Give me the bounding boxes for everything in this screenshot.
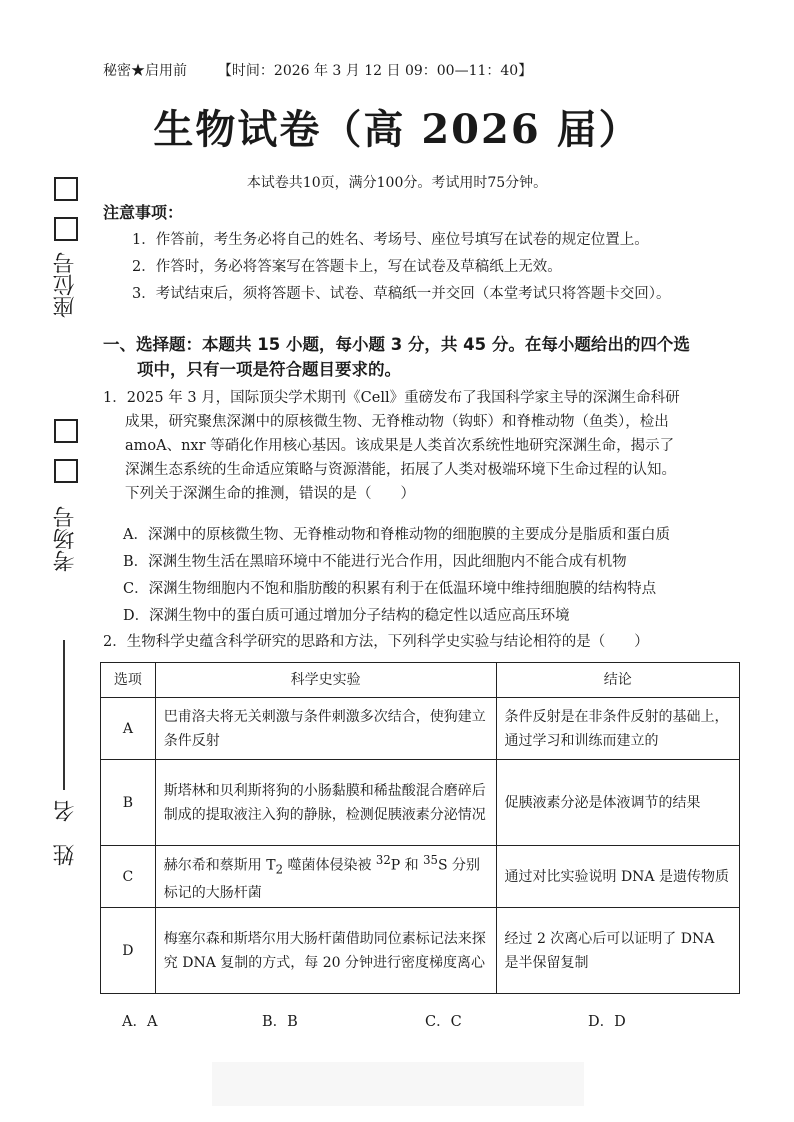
row-experiment: [155, 846, 496, 908]
notice-heading: 注意事项：: [103, 203, 184, 222]
table-row: [101, 908, 740, 994]
seat-number-box[interactable]: [54, 217, 78, 241]
question-1-option-a: A．深渊中的原核微生物、无脊椎动物和脊椎动物的细胞膜的主要成分是脂质和蛋白质: [123, 527, 670, 543]
text-segment: S 分别标记的大肠杆菌: [163, 857, 480, 902]
row-conclusion: 通过对比实验说明 DNA 是遗传物质: [496, 846, 740, 908]
question-line: 下列关于深渊生命的推测，错误的是（ ）: [125, 486, 415, 502]
row-option: D: [101, 908, 156, 994]
room-number-box[interactable]: [54, 419, 78, 443]
exam-time: 【时间：2026 年 3 月 12 日 09：00—11：40】: [217, 63, 533, 79]
row-experiment: 梅塞尔森和斯塔尔用大肠杆菌借助同位素标记法来探究 DNA 复制的方式，每 20 分钟进行密度梯度离心: [155, 908, 496, 994]
question-2-choice-a: A．A: [122, 1014, 158, 1030]
column-header: 选项: [101, 663, 156, 698]
exam-info: 本试卷共10页，满分100分。考试用时75分钟。: [246, 175, 548, 191]
subscript: 2: [275, 862, 284, 877]
column-header: 科学史实验: [155, 663, 496, 698]
text-segment: 赫尔希和蔡斯用 T: [163, 857, 276, 874]
question-line: amoA、nxr 等硝化作用核心基因。该成果是人类首次系统性地研究深渊生命，揭示了: [125, 438, 675, 454]
table-header-row: [101, 663, 740, 698]
question-1-option-b: B．深渊生物生活在黑暗环境中不能进行光合作用，因此细胞内不能合成有机物: [123, 554, 627, 570]
notice-item: 2．作答时，务必将答案写在答题卡上，写在试卷及草稿纸上无效。: [132, 259, 562, 275]
row-experiment: 巴甫洛夫将无关刺激与条件刺激多次结合，使狗建立条件反射: [155, 698, 496, 760]
question-line: 1．2025 年 3 月，国际顶尖学术期刊《Cell》重磅发布了我国科学家主导的深渊生命科研: [103, 390, 680, 406]
superscript: 32: [375, 853, 391, 867]
row-conclusion: 促胰液素分泌是体液调节的结果: [496, 760, 740, 846]
name-fill-line[interactable]: [63, 640, 65, 790]
seat-number-label: 座位号: [53, 252, 78, 318]
confidential-label: 秘密★启用前: [103, 63, 187, 79]
text-segment: P 和: [390, 857, 424, 874]
science-history-table: [100, 662, 740, 994]
question-1-option-c: C．深渊生物细胞内不饱和脂肪酸的积累有利于在低温环境中维持细胞膜的结构特点: [123, 581, 657, 597]
question-2-choice-c: C．C: [425, 1014, 462, 1030]
question-2-choice-b: B．B: [262, 1014, 298, 1030]
row-conclusion: 条件反射是在非条件反射的基础上，通过学习和训练而建立的: [496, 698, 740, 760]
question-2-stem: 2．生物科学史蕴含科学研究的思路和方法，下列科学史实验与结论相符的是（ ）: [103, 634, 649, 650]
page-title: 生物试卷（高 2026 届）: [153, 106, 641, 153]
section-heading-line: 项中，只有一项是符合题目要求的。: [137, 360, 401, 379]
blurred-footer: [212, 1062, 584, 1106]
question-1-stem: [103, 386, 748, 506]
row-conclusion: 经过 2 次离心后可以证明了 DNA 是半保留复制: [496, 908, 740, 994]
name-label: 姓 名: [53, 800, 78, 866]
question-2-choice-d: D．D: [588, 1014, 626, 1030]
table-row: [101, 846, 740, 908]
section-heading-line: 一、选择题：本题共 15 小题，每小题 3 分，共 45 分。在每小题给出的四个选: [103, 335, 690, 354]
superscript: 35: [423, 853, 438, 867]
text-segment: 噬菌体侵染被: [283, 857, 376, 874]
row-experiment: 斯塔林和贝利斯将狗的小肠黏膜和稀盐酸混合磨碎后制成的提取液注入狗的静脉，检测促胰液素分泌情况: [155, 760, 496, 846]
question-line: 深渊生态系统的生命适应策略与资源潜能，拓展了人类对极端环境下生命过程的认知。: [125, 462, 676, 478]
exam-header: [103, 60, 532, 80]
column-header: 结论: [496, 663, 740, 698]
room-number-box[interactable]: [54, 459, 78, 483]
question-line: 成果，研究聚焦深渊中的原核微生物、无脊椎动物（钩虾）和脊椎动物（鱼类），检出: [125, 414, 669, 430]
table-row: [101, 698, 740, 760]
section-heading: [103, 332, 748, 382]
question-1-option-d: D．深渊生物中的蛋白质可通过增加分子结构的稳定性以适应高压环境: [123, 608, 570, 624]
seat-number-box[interactable]: [54, 177, 78, 201]
row-option: A: [101, 698, 156, 760]
row-option: B: [101, 760, 156, 846]
room-number-label: 考场号: [53, 506, 78, 572]
row-option: C: [101, 846, 156, 908]
notice-item: 1．作答前，考生务必将自己的姓名、考场号、座位号填写在试卷的规定位置上。: [132, 232, 649, 248]
notice-item: 3．考试结束后，须将答题卡、试卷、草稿纸一并交回（本堂考试只将答题卡交回）。: [132, 286, 671, 302]
table-row: [101, 760, 740, 846]
